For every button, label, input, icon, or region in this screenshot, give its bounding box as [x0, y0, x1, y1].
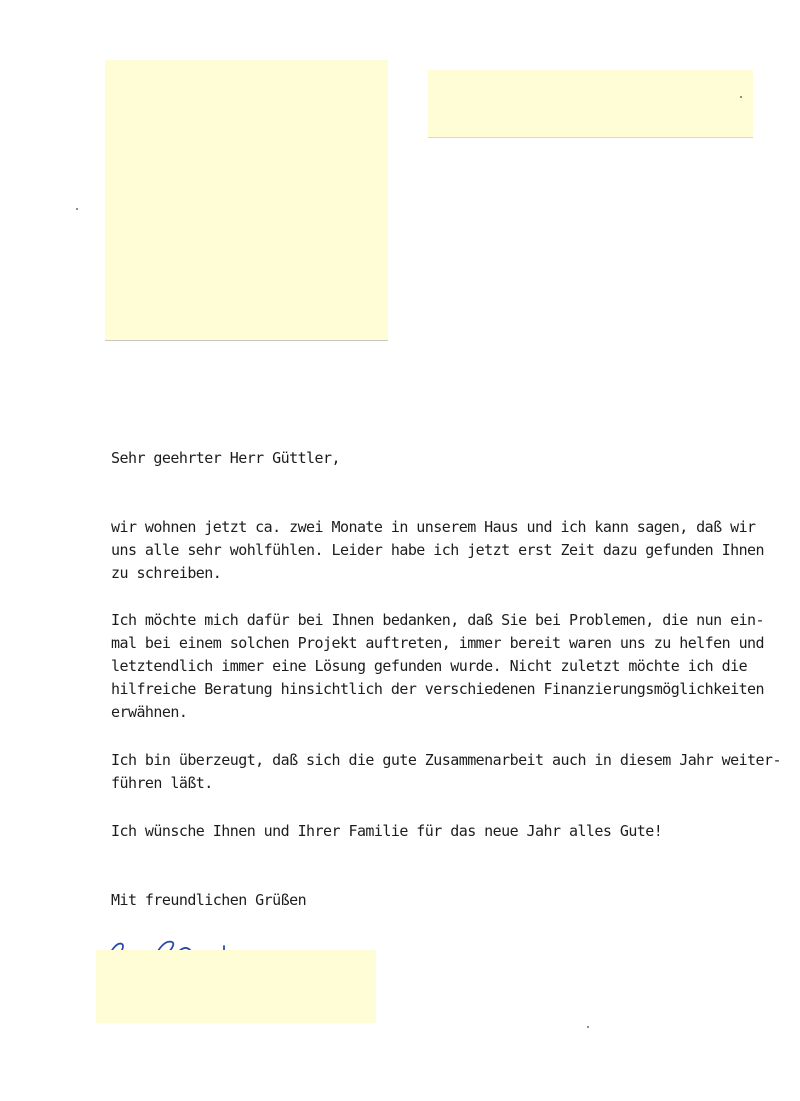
redacted-signature-name	[96, 950, 376, 1023]
paragraph-line: wir wohnen jetzt ca. zwei Monate in unserem Haus und ich kann sagen, daß wir	[111, 518, 756, 536]
paragraph-line: zu schreiben.	[111, 564, 222, 582]
paragraph-line: Ich wünsche Ihnen und Ihrer Familie für das neue Jahr alles Gute!	[111, 822, 663, 840]
salutation	[111, 447, 340, 470]
paper-speck	[587, 1026, 589, 1028]
redacted-address-block	[428, 70, 753, 138]
paragraph-line: hilfreiche Beratung hinsichtlich der verschiedenen Finanzierungsmöglichkeiten	[111, 680, 765, 698]
closing-line: Mit freundlichen Grüßen	[111, 891, 307, 909]
paragraph-3	[111, 749, 781, 795]
paper-speck	[76, 208, 78, 210]
paragraph-line: mal bei einem solchen Projekt auftreten, immer bereit waren uns zu helfen und	[111, 634, 765, 652]
paragraph-4	[111, 820, 662, 843]
paragraph-2	[111, 609, 764, 724]
paragraph-line: erwähnen.	[111, 703, 188, 721]
salutation-line: Sehr geehrter Herr Güttler,	[111, 449, 340, 467]
paper-speck	[740, 96, 742, 98]
redacted-sender-block	[105, 60, 388, 341]
paragraph-line: letztendlich immer eine Lösung gefunden wurde. Nicht zuletzt möchte ich die	[111, 657, 748, 675]
paragraph-line: führen läßt.	[111, 774, 213, 792]
closing	[111, 889, 306, 912]
paragraph-line: uns alle sehr wohlfühlen. Leider habe ich jetzt erst Zeit dazu gefunden Ihnen	[111, 541, 765, 559]
paragraph-1	[111, 516, 764, 585]
paragraph-line: Ich bin überzeugt, daß sich die gute Zusammenarbeit auch in diesem Jahr weiter-	[111, 751, 781, 769]
paragraph-line: Ich möchte mich dafür bei Ihnen bedanken, daß Sie bei Problemen, die nun ein-	[111, 611, 765, 629]
